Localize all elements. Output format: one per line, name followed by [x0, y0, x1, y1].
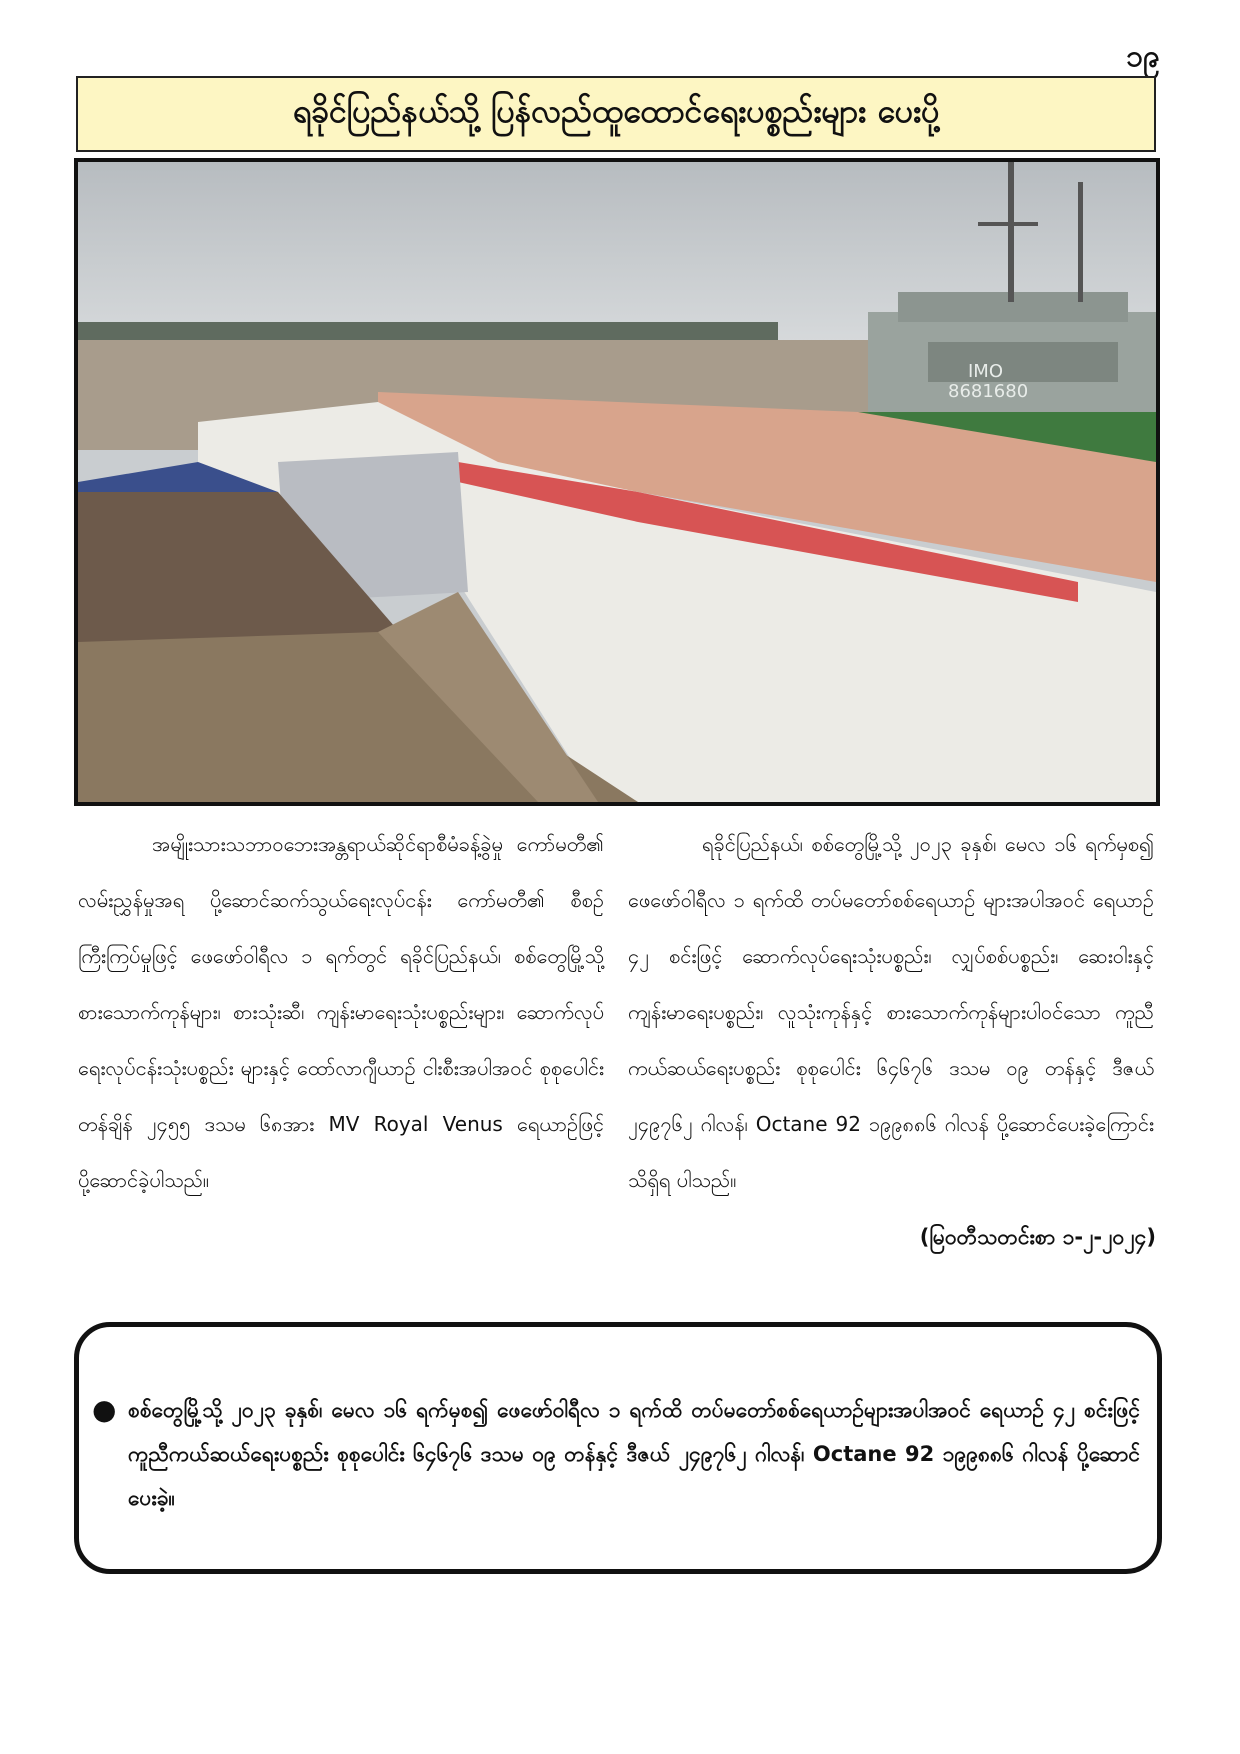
- cargo-ship-photo: [74, 158, 1160, 806]
- ship-marking-number: 8681680: [948, 381, 1029, 402]
- article-left-column: [78, 816, 604, 1208]
- page-title: [76, 76, 1156, 152]
- article-right-column: [628, 816, 1154, 1208]
- photo-illustration: [78, 162, 1156, 802]
- summary-text: စစ်တွေမြို့သို့ ၂၀၂၃ ခုနှစ်၊ မေလ ၁၆ ရက်မှစ၍ ဖေဖော်ဝါရီလ ၁ ရက်ထိ တပ်မတော်စစ်ရေယာဉ်များအပါအဝင် ရေယာဉ် ၄၂ စင်းဖြင့် ကူညီကယ်ဆယ်ရေးပစ္စည်း စုစုပေါင်း ၆၄၆၇၆ ဒသမ ၀၉ တန်နှင့် ဒီဇယ် ၂၄၉၇၆၂ ဂါလန်၊ Octane 92 ၁၉၉၈၈၆ ဂါလန် ပို့ဆောင်ပေးခဲ့။: [128, 1398, 1140, 1510]
- page-title-text: ရခိုင်ပြည်နယ်သို့ ပြန်လည်ထူထောင်ရေးပစ္စည်းများ ပေးပို့: [292, 92, 940, 130]
- ship-marking-imo: IMO: [968, 361, 1004, 382]
- article-paragraph-left: အမျိုးသားသဘာဝဘေးအန္တရာယ်ဆိုင်ရာစီမံခန့်ခွဲမှု ကော်မတီ၏ လမ်းညွှန်မှုအရ ပို့ဆောင်ဆက်သွယ်ရေးလုပ်ငန်း ကော်မတီ၏ စီစဉ်ကြီးကြပ်မှုဖြင့် ဖေဖော်ဝါရီလ ၁ ရက်တွင် ရခိုင်ပြည်နယ်၊ စစ်တွေမြို့သို့ စားသောက်ကုန်များ၊ စားသုံးဆီ၊ ကျန်းမာရေးသုံးပစ္စည်းများ၊ ဆောက်လုပ်ရေးလုပ်ငန်းသုံးပစ္စည်း များနှင့် ထော်လာဂျီယာဉ် ငါးစီးအပါအဝင် စုစုပေါင်းတန်ချိန် ၂၄၅၅ ဒသမ ၆၈အား MV Royal Venus ရေယာဉ်ဖြင့် ပို့ဆောင်ခဲ့ပါသည်။: [78, 832, 604, 1192]
- bullet-icon: ●: [92, 1393, 117, 1426]
- page-number: ၁၉: [1126, 39, 1160, 74]
- news-source: (မြဝတီသတင်းစာ ၁-၂-၂၀၂၄): [919, 1225, 1156, 1249]
- article-paragraph-right: ရခိုင်ပြည်နယ်၊ စစ်တွေမြို့သို့ ၂၀၂၃ ခုနှစ်၊ မေလ ၁၆ ရက်မှစ၍ ဖေဖော်ဝါရီလ ၁ ရက်ထိ တပ်မတော်စစ်ရေယာဉ် များအပါအဝင် ရေယာဉ် ၄၂ စင်းဖြင့် ဆောက်လုပ်ရေးသုံးပစ္စည်း၊ လျှပ်စစ်ပစ္စည်း၊ ဆေးဝါးနှင့် ကျန်းမာရေးပစ္စည်း၊ လူသုံးကုန်နှင့် စားသောက်ကုန်များပါဝင်သော ကူညီကယ်ဆယ်ရေးပစ္စည်း စုစုပေါင်း ၆၄၆၇၆ ဒသမ ၀၉ တန်နှင့် ဒီဇယ် ၂၄၉၇၆၂ ဂါလန်၊ Octane 92 ၁၉၉၈၈၆ ဂါလန် ပို့ဆောင်ပေးခဲ့ကြောင်း သိရှိရ ပါသည်။: [628, 832, 1154, 1192]
